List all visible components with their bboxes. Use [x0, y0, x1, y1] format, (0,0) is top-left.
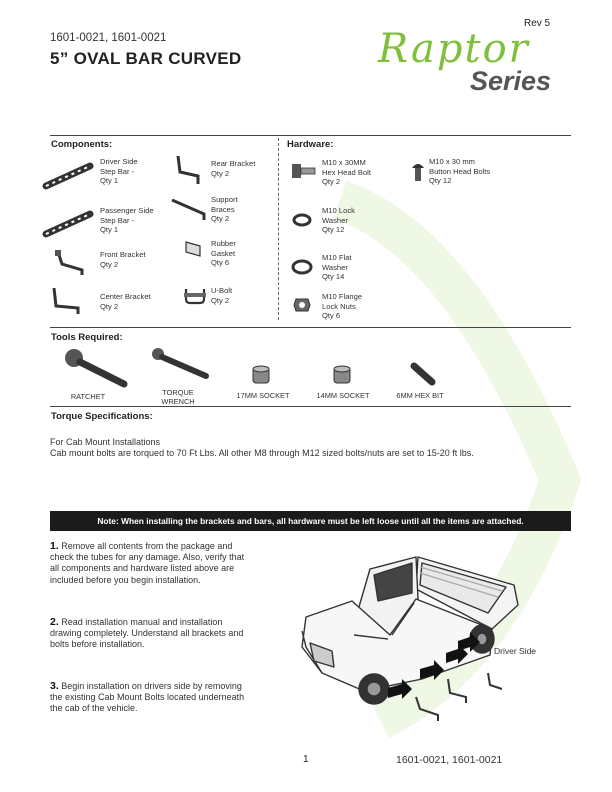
- component-label: Support Braces Qty 2: [211, 195, 238, 223]
- u-bolt-icon: [182, 285, 208, 305]
- component-label: Passenger Side Step Bar - Qty 1: [100, 206, 154, 234]
- component-label: Rubber Gasket Qty 6: [211, 239, 236, 267]
- part-numbers: 1601-0021, 1601-0021: [50, 32, 167, 44]
- gasket-icon: [182, 238, 206, 260]
- step-text: Remove all contents from the package and check the tubes for any damage. Also, verify that all components and hardware listed above are included before you begin installation.: [50, 541, 245, 585]
- note-banner: Note: When installing the brackets and bars, all hardware must be left loose until all the items are attached.: [50, 511, 571, 531]
- torque-specs: [50, 437, 474, 459]
- ratchet-icon: [62, 346, 128, 388]
- footer-part-numbers: 1601-0021, 1601-0021: [396, 754, 503, 766]
- socket-icon: [250, 364, 272, 386]
- button-bolt-icon: [410, 160, 426, 184]
- bracket-icon: [52, 248, 88, 278]
- hex-bit-icon: [410, 362, 436, 386]
- step-1: [50, 541, 250, 586]
- component-label: Center Bracket Qty 2: [100, 292, 151, 311]
- hardware-label: M10 Flat Washer Qty 14: [322, 253, 352, 281]
- divider: [50, 406, 571, 407]
- brace-icon: [168, 196, 208, 224]
- hardware-heading: Hardware:: [287, 139, 334, 150]
- flange-nut-icon: [292, 295, 312, 313]
- flat-washer-icon: [291, 259, 313, 275]
- document-title: 5” OVAL BAR CURVED: [50, 49, 242, 68]
- bracket-icon: [172, 154, 204, 186]
- tool-label: 17MM SOCKET: [236, 391, 290, 400]
- step-text: Begin installation on drivers side by removing the existing Cab Mount Bolts located underneath the cab of the vehicle.: [50, 681, 245, 714]
- step-number: 2.: [50, 616, 59, 628]
- torque-line: Cab mount bolts are torqued to 70 Ft Lbs. All other M8 through M12 sized bolts/nuts are set to 15-20 ft lbs.: [50, 448, 474, 458]
- hardware-label: M10 x 30 mm Button Head Bolts Qty 12: [429, 157, 491, 185]
- torque-wrench-icon: [150, 346, 210, 382]
- divider: [50, 135, 571, 136]
- component-label: Driver Side Step Bar - Qty 1: [100, 157, 138, 185]
- page-number: 1: [303, 754, 309, 765]
- component-label: Front Bracket Qty 2: [100, 250, 146, 269]
- hardware-label: M10 Flange Lock Nuts Qty 6: [322, 292, 363, 320]
- component-label: U-Bolt Qty 2: [211, 286, 233, 305]
- divider: [50, 327, 571, 328]
- component-label: Rear Bracket Qty 2: [211, 159, 256, 178]
- tools-heading: Tools Required:: [51, 332, 123, 343]
- tool-label: 6MM HEX BIT: [396, 391, 444, 400]
- driver-side-caption: Driver Side: [494, 646, 537, 656]
- components-heading: Components:: [51, 139, 113, 150]
- revision-label: Rev 5: [524, 18, 551, 29]
- step-number: 3.: [50, 680, 59, 692]
- torque-heading: Torque Specifications:: [51, 411, 153, 422]
- pickup-truck-icon: [292, 543, 524, 723]
- hardware-label: M10 Lock Washer Qty 12: [322, 206, 355, 234]
- logo-raptor: Raptor: [378, 26, 530, 72]
- step-bar-icon: [42, 208, 98, 238]
- step-bar-icon: [42, 160, 98, 190]
- step-text: Read installation manual and installation drawing completely. Understand all brackets and bolts before installation.: [50, 617, 244, 650]
- column-divider: [278, 138, 280, 320]
- tool-label: RATCHET: [70, 392, 106, 401]
- step-number: 1.: [50, 540, 59, 552]
- torque-line: For Cab Mount Installations: [50, 437, 161, 447]
- step-2: [50, 617, 250, 651]
- logo-series: Series: [470, 66, 552, 96]
- bracket-icon: [48, 286, 84, 316]
- socket-icon: [331, 364, 353, 386]
- hex-bolt-icon: [290, 160, 318, 182]
- hardware-label: M10 x 30MM Hex Head Bolt Qty 2: [322, 158, 371, 186]
- tool-label: TORQUE WRENCH: [161, 388, 195, 406]
- step-3: [50, 681, 250, 715]
- tool-label: 14MM SOCKET: [316, 391, 370, 400]
- lock-washer-icon: [292, 212, 312, 228]
